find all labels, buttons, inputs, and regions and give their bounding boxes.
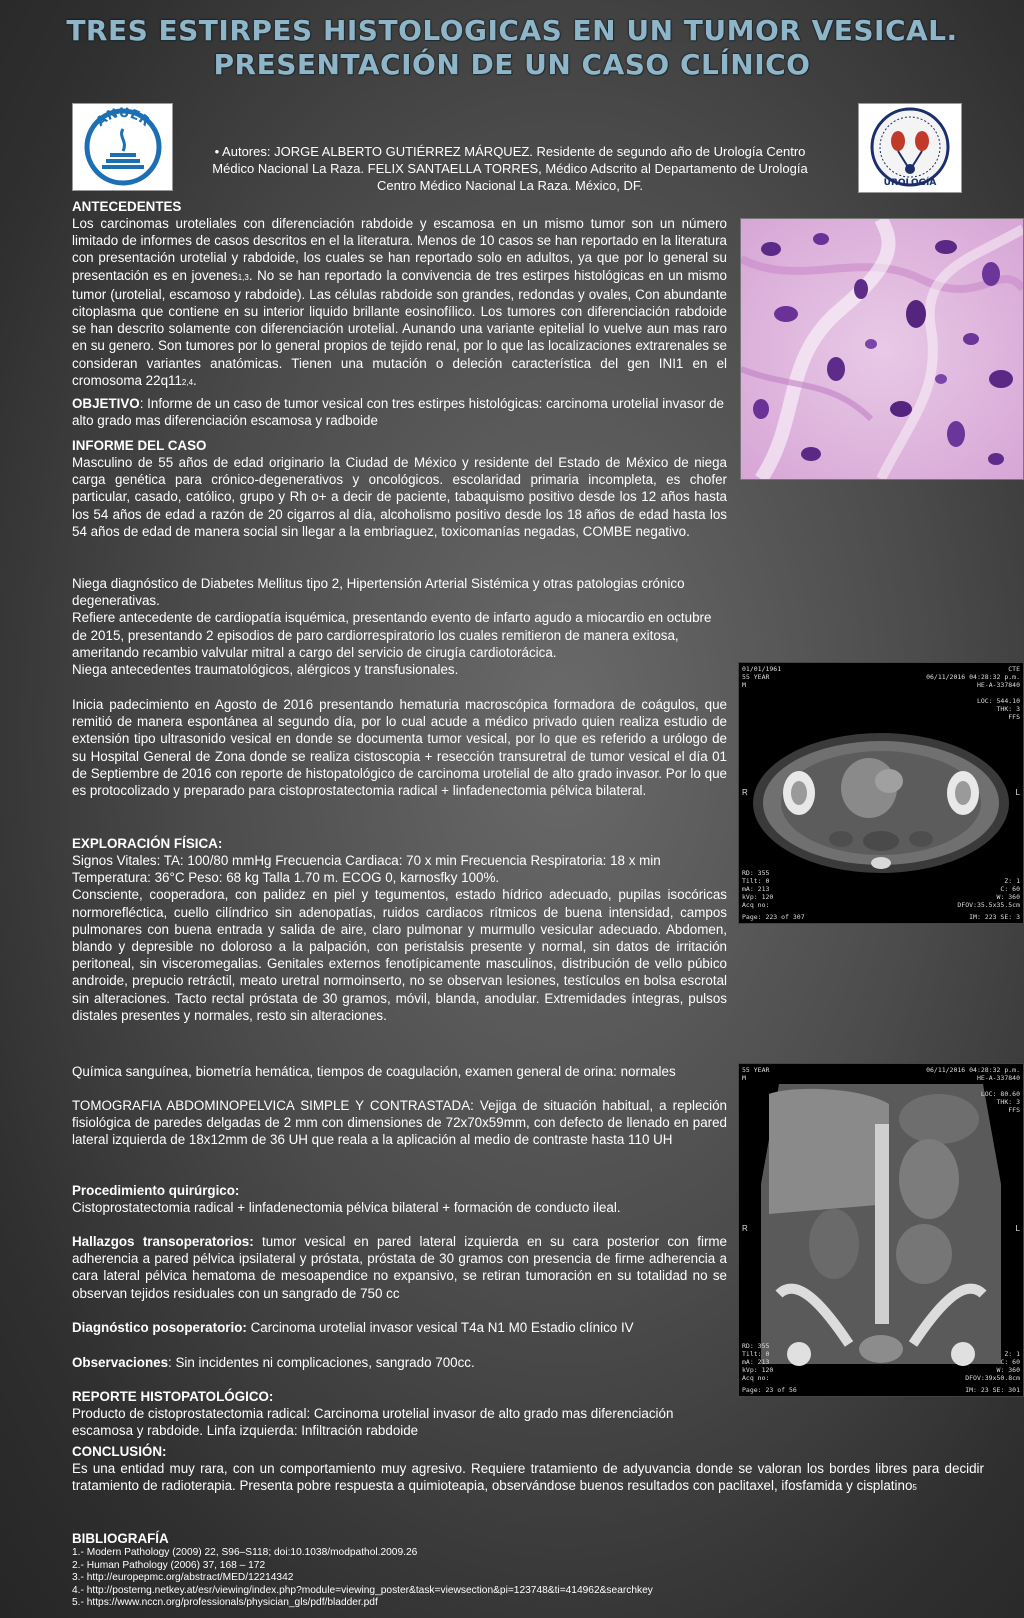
antecedentes-text-a: Los carcinomas uroteliales con diferenciación rabdoide y escamosa en un mismo tumor son un número limitado de informes de casos descritos en el la literatura. Menos de 10 casos se han reportado en la literatura con presentación urotelial y rabdoide, los cuales se han reportado solo en adultos, ya que por lo general su presentación es en jovenes: [72, 216, 727, 283]
ct-axial-bottom-left: RD: 355 Tilt: 0 mA: 213 kVp: 120 Acq no: Page: 223 of 307: [742, 869, 805, 921]
reference-5: 5: [912, 1483, 917, 1493]
antecedentes-text-c: .: [193, 372, 197, 388]
histology-micrograph: [741, 219, 1023, 479]
title-line-2: PRESENTACIÓN DE UN CASO CLÍNICO: [213, 48, 811, 81]
informe-p2: Niega diagnóstico de Diabetes Mellitus tipo 2, Hipertensión Arterial Sistémica y otras patologias crónico degenerativas.: [72, 576, 685, 609]
objetivo-section: [72, 395, 727, 429]
informe-section: [72, 437, 727, 540]
bibliografia-item: 3.- http://europepmc.org/abstract/MED/12214342: [72, 1572, 294, 1584]
bibliografia-item: 1.- Modern Pathology (2009) 22, S96–S118; doi:10.1038/modpathol.2009.26: [72, 1547, 418, 1558]
poster-title: [0, 14, 1024, 82]
observaciones-section: [72, 1354, 727, 1371]
tomografia-text: TOMOGRAFIA ABDOMINOPELVICA SIMPLE Y CONTRASTADA: Vejiga de situación habitual, a repleción fisiológica de paredes delgadas de 2 mm con dimensiones de 72x70x59mm, con defecto de llenado en pared lateral izquierda de 18x12mm de 36 UH que reala a la aplicación al medio de contraste hasta 110 UH: [72, 1098, 727, 1148]
urologia-logo-text: UROLOGÍA: [883, 178, 937, 188]
reporte-section: [72, 1388, 727, 1439]
urologia-logo: [858, 103, 962, 193]
bibliografia-item: 5.- https://www.nccn.org/professionals/physician_gls/pdf/bladder.pdf: [72, 1597, 378, 1609]
anuer-logo-text: ANUER: [92, 107, 153, 130]
antecedentes-section: [72, 198, 727, 391]
bibliografia-item: 2.- Human Pathology (2006) 37, 168 – 172: [72, 1559, 266, 1571]
ct-axial-top-left: 01/01/1961 55 YEAR M: [742, 665, 782, 689]
informe-p1: Masculino de 55 años de edad originario la Ciudad de México y residente del Estado de México de niega carga genética para crónico-degenerativos y oncológicos. escolaridad primaria incompleta, es chofer particular, casado, católico, grupo y Rh o+ a decir de paciente, tabaquismo positivo desde los 12 años hasta los 54 años de edad a razón de 20 cigarros al día, alcoholismo positivo desde los 18 años de edad hasta los 54 años de edad de manera social sin llegar a la embriaguez, toxicomanías negadas, COMBE negativo.: [72, 455, 727, 539]
ct-axial-image: [738, 662, 1024, 924]
hallazgos-text: tumor vesical en pared lateral izquierda en su cara posterior con firme adherencia a pared pélvica ipsilateral y próstata, próstata de 30 gramos con presencia de firme adherencia a cara lateral pélvica hematoma de mesoapendice no expansivo, se retiran tumoración en su totalidad no se observan tejidos residuales con un sangrado de 750 cc: [72, 1234, 727, 1301]
authors: • Autores: JORGE ALBERTO GUTIÉRREZ MÁRQUEZ. Residente de segundo año de Urología Centro Médico Nacional La Raza. FELIX SANTAELLA TORRES, Médico Adscrito al Departamento de Urología Centro Médico Nacional La Raza. México, DF.: [212, 144, 808, 193]
histology-image: [740, 218, 1024, 480]
diagnostico-section: [72, 1319, 727, 1336]
antecedentes-heading: ANTECEDENTES: [72, 199, 182, 214]
ct-axial-side-r: R: [742, 788, 748, 797]
conclusion-heading: CONCLUSIÓN:: [72, 1444, 167, 1459]
objetivo-label: OBJETIVO: [72, 396, 140, 411]
reference-1-3: 1,3: [237, 272, 249, 282]
exploracion-exam: Consciente, cooperadora, con palidez en piel y tegumentos, estado hídrico adecuado, pupilas isocóricas normorefléctica, cuello cilíndrico sin adenopatías, ruidos cardiacos rítmicos de buena intensidad, campos pulmonares con buena entrada y salida de aire, claro pulmonar y murmullo vesicular adecuado. Abdomen, blando y depresible no doloroso a la palpación, con peristalsis presente y normal, sin datos de irritación peritoneal, sin visceromegalias. Genitales externos fenotípicamente masculinos, distribución de vello púbico androide, prepucio retráctil, meato uretral normoinserto, no se observan lesiones, testículos en bolsa escrotal sin alteraciones. Tacto rectal próstata de 30 gramos, móvil, blanda, anodular. Extremidades íntegras, pulsos distales presentes y normales, resto sin alteraciones.: [72, 887, 727, 1023]
labs-text: Química sanguínea, biometría hemática, tiempos de coagulación, examen general de orina: normales: [72, 1064, 676, 1079]
conclusion-text: Es una entidad muy rara, con un comportamiento muy agresivo. Requiere tratamiento de adyuvancia donde se valoran los bordes libres para decidir tratamiento de radioterapia. Presenta pobre respuesta a quimioteapia, observándose buenos resultados con paclitaxel, ifosfamida y cisplatino: [72, 1461, 984, 1494]
bibliografia-section: [72, 1530, 972, 1610]
conclusion-section: [72, 1443, 984, 1496]
hallazgos-label: Hallazgos transoperatorios:: [72, 1234, 254, 1249]
labs: [72, 1063, 727, 1080]
svg-text:ANUER: [93, 107, 152, 130]
anuer-emblem-icon: [78, 107, 168, 187]
urologia-emblem-icon: [864, 107, 956, 189]
bibliografia-item: 4.- http://posterng.netkey.at/esr/viewing/index.php?module=viewing_poster&task=viewsection&pi=123748&ti=414962&searchkey: [72, 1584, 653, 1596]
ct-coronal-top-right: 06/11/2016 04:28:32 p.m. HE-A-337840 LOC: 80.60 THK: 3 FFS: [926, 1066, 1020, 1114]
ct-axial-top-right: CTE 06/11/2016 04:28:32 p.m. HE-A-337840 LOC: 544.10 THK: 3 FFS: [926, 665, 1020, 721]
antecedentes-text: [72, 215, 727, 391]
diagnostico-text: Carcinoma urotelial invasor vesical T4a N1 M0 Estadio clínico IV: [246, 1320, 634, 1335]
informe-antecedentes: [72, 575, 727, 678]
procedimiento-text: Cistoprostatectomia radical + linfadenectomia pélvica bilateral + formación de conducto ileal.: [72, 1200, 621, 1215]
diagnostico-label: Diagnóstico posoperatorio:: [72, 1320, 247, 1335]
ct-coronal-image: [738, 1063, 1024, 1397]
ct-axial-bottom-right: Z: 1 C: 60 W: 360 DFOV:35.5x35.5cm IM: 223 SE: 3: [957, 877, 1020, 921]
exploracion-heading: EXPLORACIÓN FÍSICA:: [72, 836, 223, 851]
objetivo-text: : Informe de un caso de tumor vesical con tres estirpes histológicas: carcinoma urotelial invasor de alto grado mas diferenciación escamosa y radboide: [72, 396, 724, 429]
anuer-logo: [72, 103, 173, 191]
hallazgos-section: [72, 1233, 727, 1302]
observaciones-text: : Sin incidentes ni complicaciones, sangrado 700cc.: [168, 1355, 475, 1370]
procedimiento-heading: Procedimiento quirúrgico:: [72, 1183, 240, 1198]
ct-coronal-bottom-right: Z: 1 C: 60 W: 360 DFOV:39x50.8cm IM: 23 SE: 301: [965, 1350, 1020, 1394]
procedimiento-section: [72, 1182, 727, 1216]
observaciones-label: Observaciones: [72, 1355, 169, 1370]
ct-coronal-top-left: 55 YEAR M: [742, 1066, 770, 1082]
informe-p5: Inicia padecimiento en Agosto de 2016 presentando hematuria macroscópica formadora de coágulos, que remitió de manera espontánea al segundo día, por lo cual acude a médico privado quien realiza estudio de extensión tipo ultrasonido vesical en donde se documenta tumor vesical, por lo que es referido a urólogo de su Hospital General de Zona donde se realiza cistoscopia + resección transuretral de tumor vesical el día 01 de Septiembre de 2016 con reporte de histopatológico de carcinoma urotelial de alto grado invasor. Por lo que es protocolizado y preparado para cistoprostatectomia radical + linfadenectomia pélvica bilateral.: [72, 697, 727, 799]
reporte-text: Producto de cistoprostatectomia radical: Carcinoma urotelial invasor de alto grado mas diferenciación escamosa y rabdoide. Linfa izquierda: Infiltración rabdoide: [72, 1406, 674, 1439]
bibliografia-heading: BIBLIOGRAFÍA: [72, 1531, 169, 1546]
ct-coronal-bottom-left: RD: 355 Tilt: 0 mA: 213 kVp: 120 Acq no: Page: 23 of 56: [742, 1342, 797, 1394]
ct-coronal-side-r: R: [742, 1224, 748, 1233]
title-line-1: TRES ESTIRPES HISTOLOGICAS EN UN TUMOR VESICAL.: [66, 14, 958, 47]
ct-coronal-side-l: L: [1015, 1224, 1020, 1233]
informe-p4: Niega antecedentes traumatológicos, alérgicos y transfusionales.: [72, 662, 459, 678]
tomografia: [72, 1097, 727, 1149]
ct-axial-side-l: L: [1015, 788, 1020, 797]
exploracion-section: [72, 835, 727, 1024]
informe-p3: Refiere antecedente de cardiopatía isquémica, presentando evento de infarto agudo a miocardio en octubre de 2015, presentando 2 episodios de paro cardiorrespiratorio los cuales remitieron de manera exitosa, ameritando recambio valvular mitral a cargo del servicio de cirugía cardiotorácica.: [72, 610, 712, 660]
reporte-heading: REPORTE HISTOPATOLÓGICO:: [72, 1389, 274, 1404]
exploracion-vitals: Signos Vitales: TA: 100/80 mmHg Frecuencia Cardiaca: 70 x min Frecuencia Respiratoria: 18 x min Temperatura: 36°C Peso: 68 kg Talla 1.70 m. ECOG 0, karnosfky 100%.: [72, 853, 661, 886]
padecimiento: [72, 696, 727, 799]
informe-heading: INFORME DEL CASO: [72, 438, 207, 453]
antecedentes-text-b: . No se han reportado la convivencia de tres estirpes histológicas en un mismo tumor (urotelial, escamoso y rabdoide). Las células rabdoide son grandes, redondas y ovales, Con abundante citoplasma que contiene en su interior liquido brillante eosinofílico. Los tumores con diferenciación rabdoide se han descrito solamente con diferenciación urotelial. Aunando una variante epitelial lo vuelve aun mas raro en su genero. Son tumores por lo general propios de tejido renal, por lo que las localizaciones extrarenales se consideran variantes anatómicas. Tienen una mutación o deleción característica del gen INI1 en el cromosoma 22q11: [72, 267, 727, 388]
reference-2-4: 2,4: [181, 377, 194, 387]
